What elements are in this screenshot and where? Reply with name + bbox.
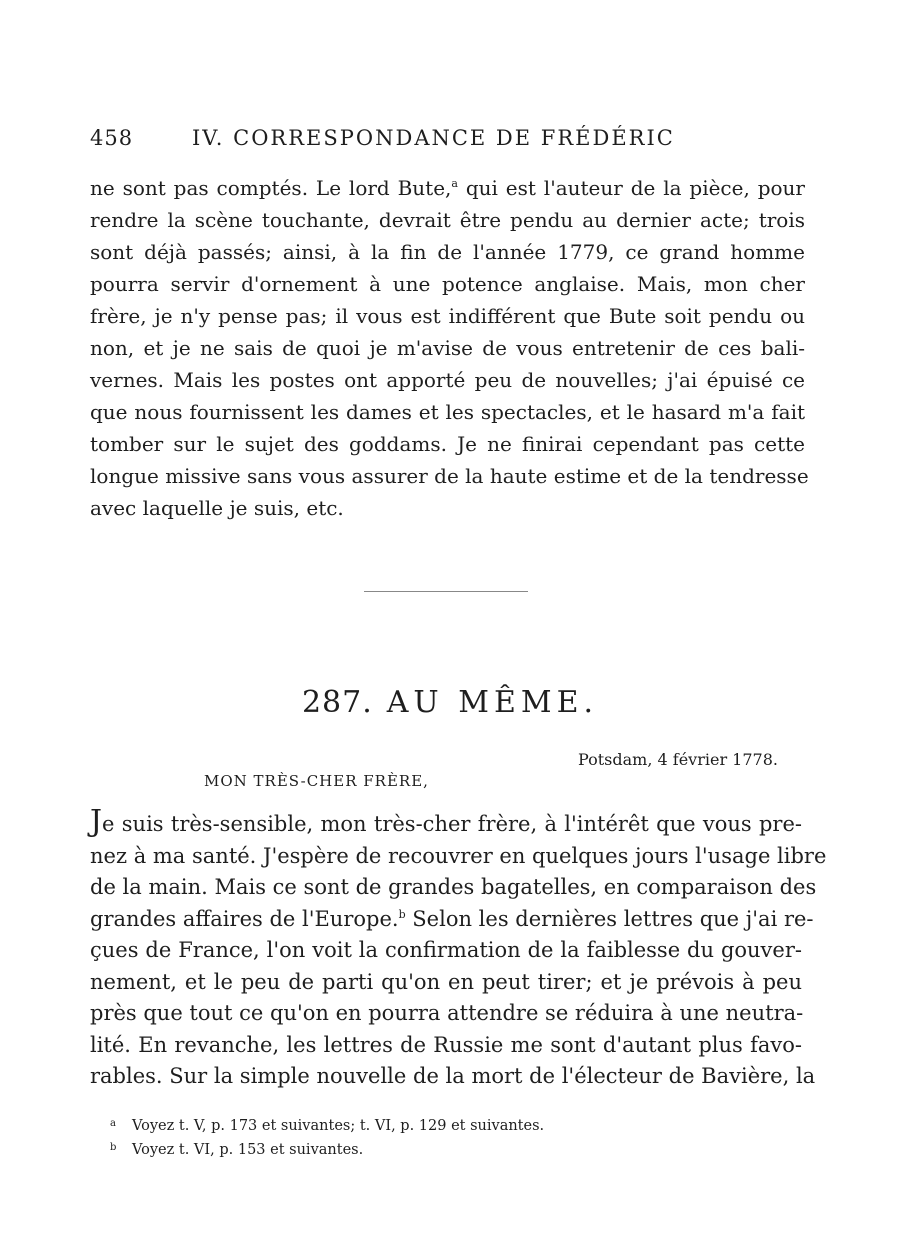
footnote-mark: a bbox=[110, 1118, 116, 1129]
text-line: sont déjà passés; ainsi, à la fin de l'année 1779, ce grand homme bbox=[90, 240, 805, 264]
text-line: rables. Sur la simple nouvelle de la mort de l'électeur de Bavière, la bbox=[90, 1064, 816, 1088]
text-line: ne sont pas comptés. Le lord Bute,$^a$ qui est l'auteur de la pièce, pour bbox=[90, 176, 805, 200]
text-line: pourra servir d'ornement à une potence anglaise. Mais, mon cher bbox=[90, 272, 805, 296]
text-line: près que tout ce qu'on en pourra attendre se réduira à une neutra- bbox=[90, 1001, 804, 1025]
text-line: vernes. Mais les postes ont apporté peu de nouvelles; j'ai épuisé ce bbox=[90, 368, 805, 392]
text-line: çues de France, l'on voit la confirmation de la faiblesse du gouver- bbox=[90, 938, 802, 962]
footnote-ref-a: a bbox=[451, 177, 458, 190]
footnote-text: Voyez t. VI, p. 153 et suivantes. bbox=[132, 1142, 364, 1158]
drop-cap: J bbox=[90, 804, 103, 839]
footnote bbox=[110, 1137, 544, 1161]
text-line: avec laquelle je suis, etc. bbox=[90, 496, 344, 520]
text-line: nez à ma santé. J'espère de recouvrer en quelques jours l'usage libre bbox=[90, 843, 827, 868]
text-line: rendre la scène touchante, devrait être pendu au dernier acte; trois bbox=[90, 208, 805, 232]
letter-body bbox=[90, 804, 827, 1093]
text-line: grandes affaires de l'Europe.$^b$ Selon les dernières lettres que j'ai re- bbox=[90, 906, 814, 931]
letter-number: 287. bbox=[301, 685, 373, 720]
text-line: nement, et le peu de parti qu'on en peut tirer; et je prévois à peu bbox=[90, 969, 802, 994]
text-line: Je suis très-sensible, mon très-cher frère, à l'intérêt que vous pre- bbox=[90, 804, 802, 839]
footnote-ref-b: b bbox=[398, 907, 406, 921]
footnote-text: Voyez t. V, p. 173 et suivantes; t. VI, p. 129 et suivantes. bbox=[132, 1118, 545, 1134]
text-line: de la main. Mais ce sont de grandes bagatelles, en comparaison des bbox=[90, 875, 817, 899]
text-line: frère, je n'y pense pas; il vous est indifférent que Bute soit pendu ou bbox=[90, 304, 805, 328]
salutation: MON TRÈS-CHER FRÈRE, bbox=[204, 772, 429, 790]
text-line: que nous fournissent les dames et les spectacles, et le hasard m'a fait bbox=[90, 400, 805, 424]
footnote bbox=[110, 1113, 544, 1137]
dateline: Potsdam, 4 février 1778. bbox=[578, 750, 778, 769]
text-line: tomber sur le sujet des goddams. Je ne finirai cependant pas cette bbox=[90, 432, 805, 456]
text-line: non, et je ne sais de quoi je m'avise de vous entretenir de ces bali- bbox=[90, 336, 805, 360]
footnote-mark: b bbox=[110, 1142, 117, 1153]
text-line: lité. En revanche, les lettres de Russie me sont d'autant plus favo- bbox=[90, 1032, 802, 1057]
footnotes bbox=[110, 1113, 544, 1161]
section-divider bbox=[364, 591, 528, 592]
text-line: longue missive sans vous assurer de la haute estime et de la tendresse bbox=[90, 464, 809, 488]
running-head-title: IV. CORRESPONDANCE DE FRÉDÉRIC bbox=[192, 126, 675, 150]
letter-title: AU MÊME. bbox=[386, 685, 599, 720]
page-number: 458 bbox=[90, 126, 134, 150]
paragraph-continued bbox=[90, 172, 809, 524]
letter-heading bbox=[0, 685, 900, 720]
